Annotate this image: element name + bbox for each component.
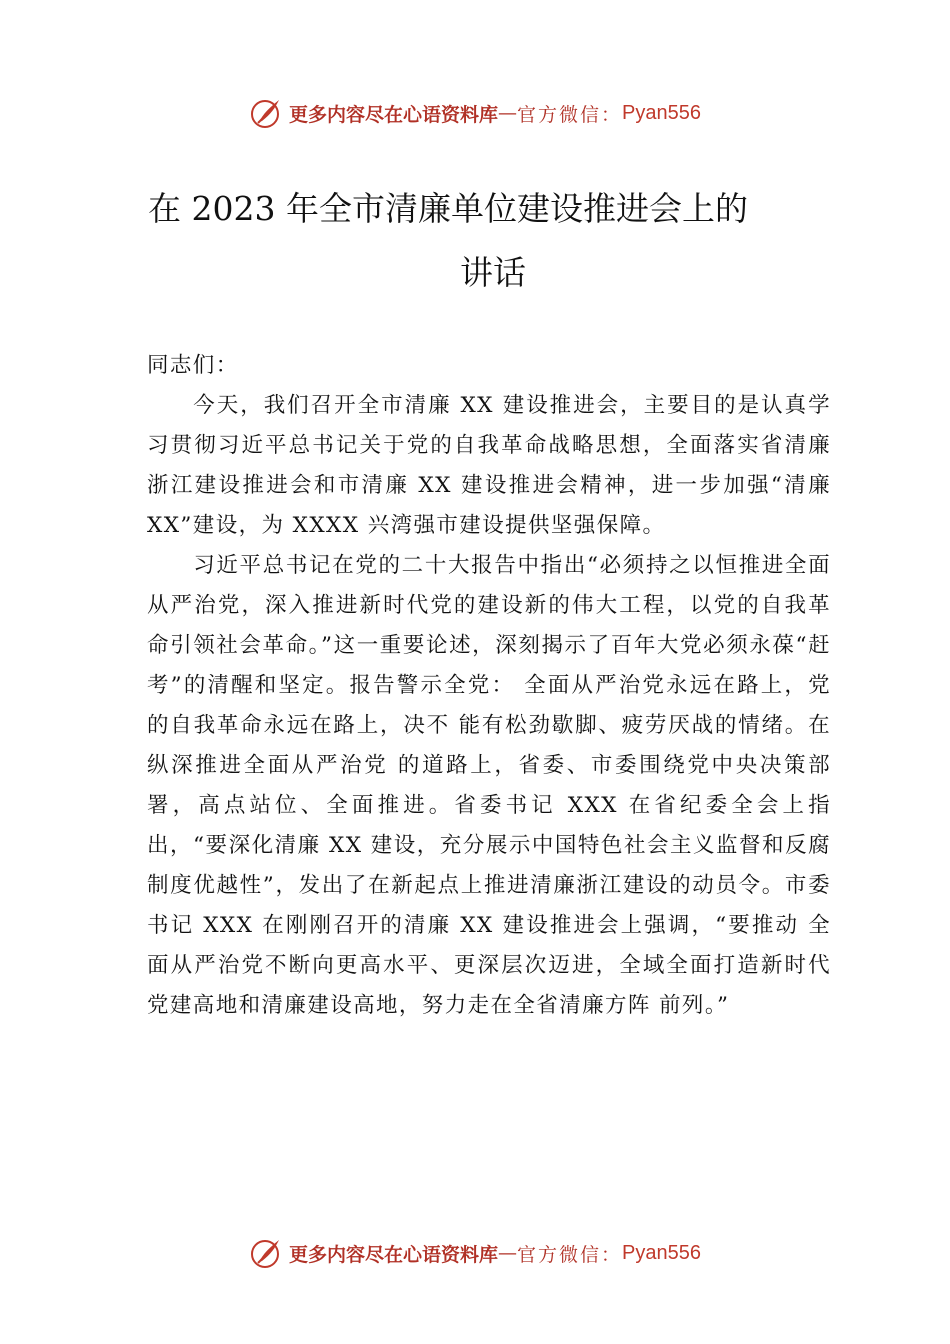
banner-wechat-account: Pyan556 (622, 101, 701, 124)
body-paragraph-2: 习近平总书记在党的二十大报告中指出“必须持之以恒推进全面从严治党，深入推进新时代党的建设新的伟大工程，以党的自我革命引领社会革命。”这一重要论述，深刻揭示了百年大党必须永葆“赶考”的清醒和坚定。报告警示全党： 全面从严治党永远在路上，党的自我革命永远在路上，决不 能有松劲歇脚、疲劳厌战的情绪。在纵深推进全面从严治党 的道路上，省委、市委围绕党中央决策部署，高点站位、全面推进。省委书记 XXX 在省纪委全会上指出，“要深化清廉 XX 建设，充分展示中国特色社会主义监督和反腐制度优越性”，发出了在新起点上推进清廉浙江建设的动员令。市委书记 XXX 在刚刚召开的清廉 XX 建设推进会上强调，“要推动 全面从严治党不断向更高水平、更深层次迈进，全域全面打造新时代党建高地和清廉建设高地，努力走在全省清廉方阵 前列。” (147, 553, 831, 1018)
document-title-line-1: 在 2023 年全市清廉单位建设推进会上的 (148, 189, 748, 228)
header-banner (0, 96, 950, 130)
banner-brand-text: 更多内容尽在心语资料库 (289, 103, 499, 126)
quill-pen-logo-icon (249, 1236, 283, 1270)
salutation: 同志们： (147, 353, 239, 378)
banner-brand-text: 更多内容尽在心语资料库 (289, 1243, 499, 1266)
document-body (147, 346, 831, 1026)
banner-dash: — (498, 1242, 518, 1264)
body-paragraph-1: 今天，我们召开全市清廉 XX 建设推进会，主要目的是认真学习贯彻习近平总书记关于党的自我革命战略思想，全面落实省清廉浙江建设推进会和市清廉 XX 建设推进会精神，进一步加强“清廉 XX”建设，为 XXXX 兴湾强市建设提供坚强保障。 (147, 393, 831, 538)
quill-pen-logo-icon (249, 96, 283, 130)
footer-banner (0, 1236, 950, 1270)
banner-wechat-account: Pyan556 (622, 1241, 701, 1264)
banner-wechat-label: 官方微信： (517, 1243, 623, 1266)
banner-dash: — (498, 102, 518, 124)
banner-wechat-label: 官方微信： (517, 103, 623, 126)
document-title-line-2: 讲话 (460, 253, 526, 292)
